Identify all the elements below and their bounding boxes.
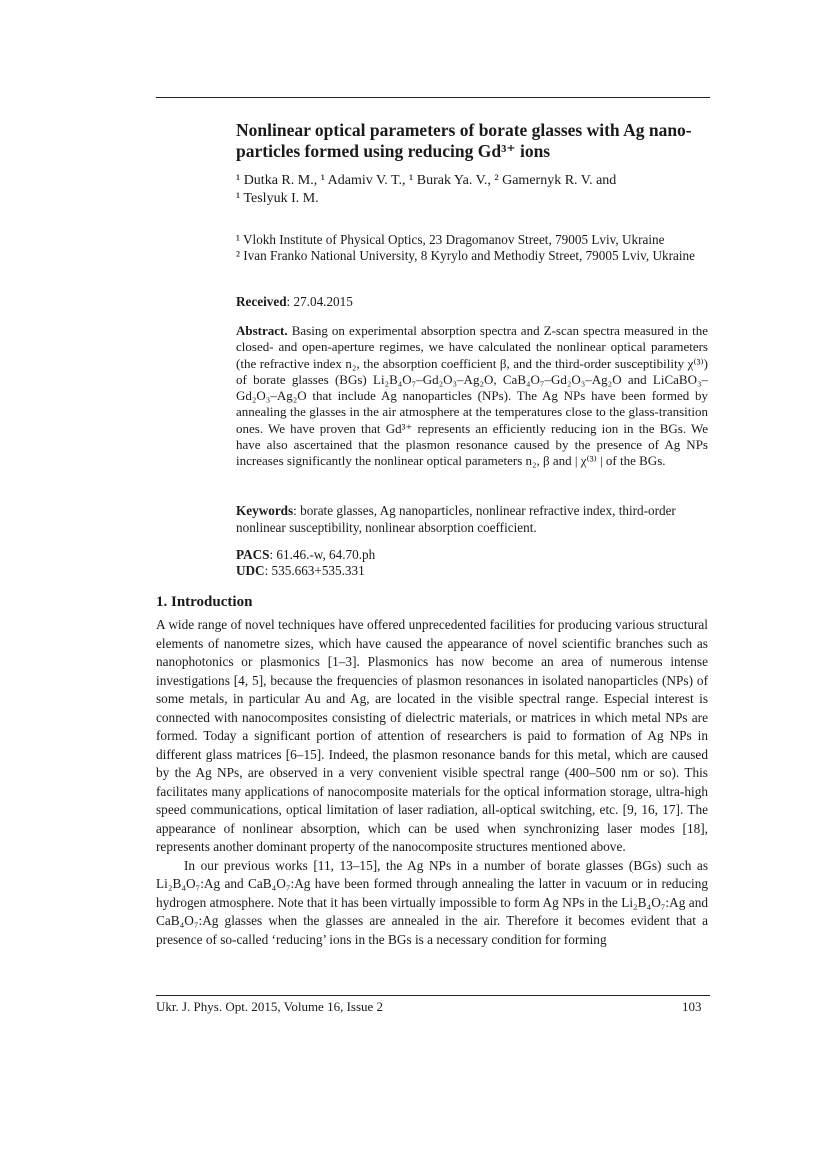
pacs-line: [236, 547, 375, 563]
keywords-text: : borate glasses, Ag nanoparticles, nonlinear refractive index, third-order nonlinear susceptibility, nonlinear absorption coefficient.: [236, 503, 676, 535]
abstract-label: Abstract.: [236, 323, 288, 338]
affiliation-1: ¹ Vlokh Institute of Physical Optics, 23 Dragomanov Street, 79005 Lviv, Ukraine: [236, 232, 665, 247]
footer-rule: [156, 995, 710, 996]
header-rule: [156, 97, 710, 98]
affiliation-2: ² Ivan Franko National University, 8 Kyrylo and Methodiy Street, 79005 Lviv, Ukraine: [236, 248, 695, 263]
udc-value: : 535.663+535.331: [264, 563, 365, 578]
paper-title: Nonlinear optical parameters of borate glasses with Ag nano-particles formed using reducing Gd³⁺ ions: [236, 120, 692, 161]
received-label: Received: [236, 294, 287, 309]
footer-journal: Ukr. J. Phys. Opt. 2015, Volume 16, Issue 2: [156, 999, 384, 1014]
authors-line-2: ¹ Teslyuk I. M.: [236, 191, 319, 206]
introduction-body: [156, 616, 708, 949]
classification-codes: [236, 547, 375, 579]
body-paragraph-1: A wide range of novel techniques have offered unprecedented facilities for producing various structural elements of nanometre sizes, which have caused the appearance of novel scientific branches such as nanophotonics or plasmonics [1–3]. Plasmonics has now become an area of numerous intense investigations [4, 5], because the frequencies of plasmon resonances in isolated nanoparticles (NPs) of some metals, in particular Au and Ag, are located in the visible spectral range. Especial interest is connected with nanocomposites consisting of dielectric materials, or matrices in which metal NPs are formed. Today a significant portion of attention of researchers is paid to formation of Ag NPs in different glass matrices [6–15]. Indeed, the plasmon resonance bands for this metal, which are caused by the Ag NPs, are observed in a very convenient visible spectral range (400–500 nm or so). This facilitates many applications of nanocomposite materials for the optical information storage, ultra-high speed communications, optical limitation of laser radiation, all-optical switching, etc. [9, 16, 17]. The appearance of nonlinear absorption, which can be used when synchronizing laser modes [18], represents another dominant property of the nanocomposite structures mentioned above.: [156, 617, 708, 854]
keywords-label: Keywords: [236, 503, 294, 518]
pacs-label: PACS: [236, 547, 270, 562]
authors-line-1: ¹ Dutka R. M., ¹ Adamiv V. T., ¹ Burak Ya. V., ² Gamernyk R. V. and: [236, 173, 617, 188]
keywords: [236, 502, 708, 536]
abstract-text: Basing on experimental absorption spectra and Z-scan spectra measured in the closed- and open-aperture regimes, we have calculated the nonlinear optical parameters (the refractive index n₂, the absorption coefficient β, and the third-order susceptibility χ⁽³⁾) of borate glasses (BGs) Li₂B₄O₇–Gd₂O₃–Ag₂O, CaB₄O₇–Gd₂O₃–Ag₂O and LiCaBO₃–Gd₂O₃–Ag₂O that include Ag nanoparticles (NPs). The Ag NPs have been formed by annealing the glasses in the air atmosphere at the temperatures close to the glass-transition ones. We have proven that Gd³⁺ represents an efficiently reducing ion in the BGs. We have also ascertained that the plasmon resonance caused by the presence of Ag NPs increases significantly the nonlinear optical parameters n₂, β and | χ⁽³⁾ | of the BGs.: [236, 323, 708, 469]
page-number: 103: [682, 999, 702, 1014]
abstract: [236, 323, 708, 470]
affiliations: [236, 232, 706, 264]
udc-line: [236, 563, 375, 579]
received-value: : 27.04.2015: [286, 294, 353, 309]
section-heading-introduction: 1. Introduction: [156, 594, 253, 610]
pacs-value: : 61.46.-w, 64.70.ph: [269, 547, 376, 562]
authors: [236, 172, 706, 208]
udc-label: UDC: [236, 563, 265, 578]
received-date: [236, 294, 353, 310]
body-paragraph-2: In our previous works [11, 13–15], the Ag NPs in a number of borate glasses (BGs) such as Li₂B₄O₇:Ag and CaB₄O₇:Ag have been formed through annealing the latter in vacuum or in reducing hydrogen atmosphere. Note that it has been virtually impossible to form Ag NPs in the Li₂B₄O₇:Ag and CaB₄O₇:Ag glasses when the glasses are annealed in the air. Therefore it becomes evident that a presence of so-called ‘reducing’ ions in the BGs is a necessary condition for forming: [156, 857, 708, 947]
